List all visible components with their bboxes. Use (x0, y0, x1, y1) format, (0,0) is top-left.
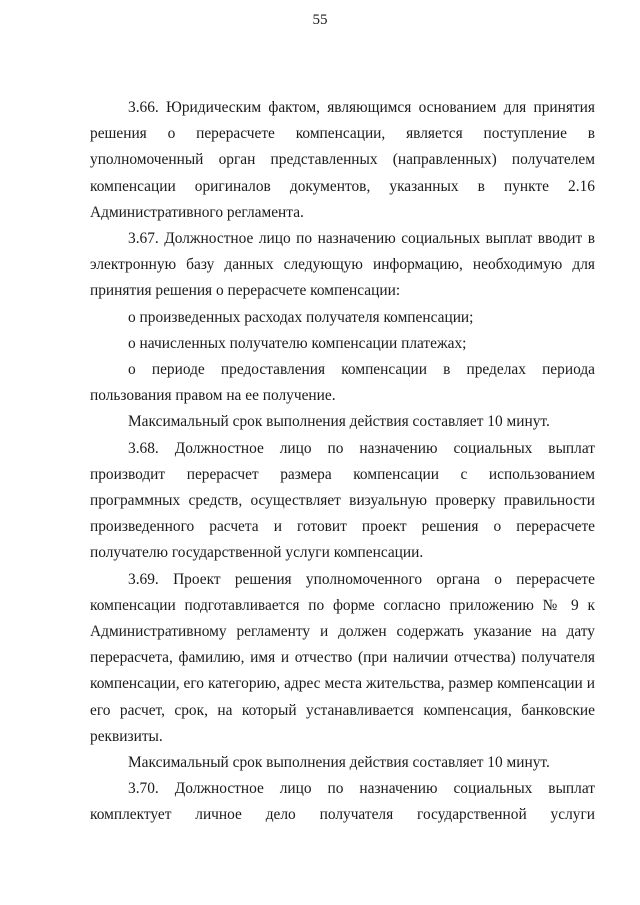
list-item-expenses: о произведенных расходах получателя компенсации; (128, 308, 474, 326)
list-item-period: о периоде предоставления компенсации в пределах периода пользования правом на ее получение. (90, 361, 595, 405)
list-item-payments: о начисленных получателю компенсации платежах; (128, 334, 467, 352)
time-limit-paragraph: Максимальный срок выполнения действия составляет 10 минут. (128, 413, 550, 431)
paragraph-3-68: 3.68. Должностное лицо по назначению социальных выплат производит перерасчет размера компенсации с использованием программных средств, осуществляет визуальную проверку правильности произведенного расчета и готовит проект решения о перерасчете получателю государственной услуги компенсации. (90, 439, 595, 562)
paragraph-3-66: 3.66. Юридическим фактом, являющимся основанием для принятия решения о перерасчете компенсации, является поступление в уполномоченный орган представленных (направленных) получателем компенсации оригиналов документов, указанных в пункте 2.16 Административного регламента. (90, 99, 595, 221)
paragraph-3-70: 3.70. Должностное лицо по назначению социальных выплат комплектует личное дело получателя государственной услуги (90, 780, 595, 824)
document-body (90, 95, 595, 829)
time-limit-paragraph: Максимальный срок выполнения действия составляет 10 минут. (128, 754, 550, 772)
paragraph-3-69: 3.69. Проект решения уполномоченного органа о перерасчете компенсации подготавливается по форме согласно приложению № 9 к Административному регламенту и должен содержать указание на дату перерасчета, фамилию, имя и отчество (при наличии отчества) получателя компенсации, его категорию, адрес места жительства, размер компенсации и его расчет, срок, на который устанавливается компенсация, банковские реквизиты. (90, 570, 595, 745)
page-number: 55 (312, 12, 328, 28)
paragraph-3-67: 3.67. Должностное лицо по назначению социальных выплат вводит в электронную базу данных следующую информацию, необходимую для принятия решения о перерасчете компенсации: (90, 230, 595, 300)
